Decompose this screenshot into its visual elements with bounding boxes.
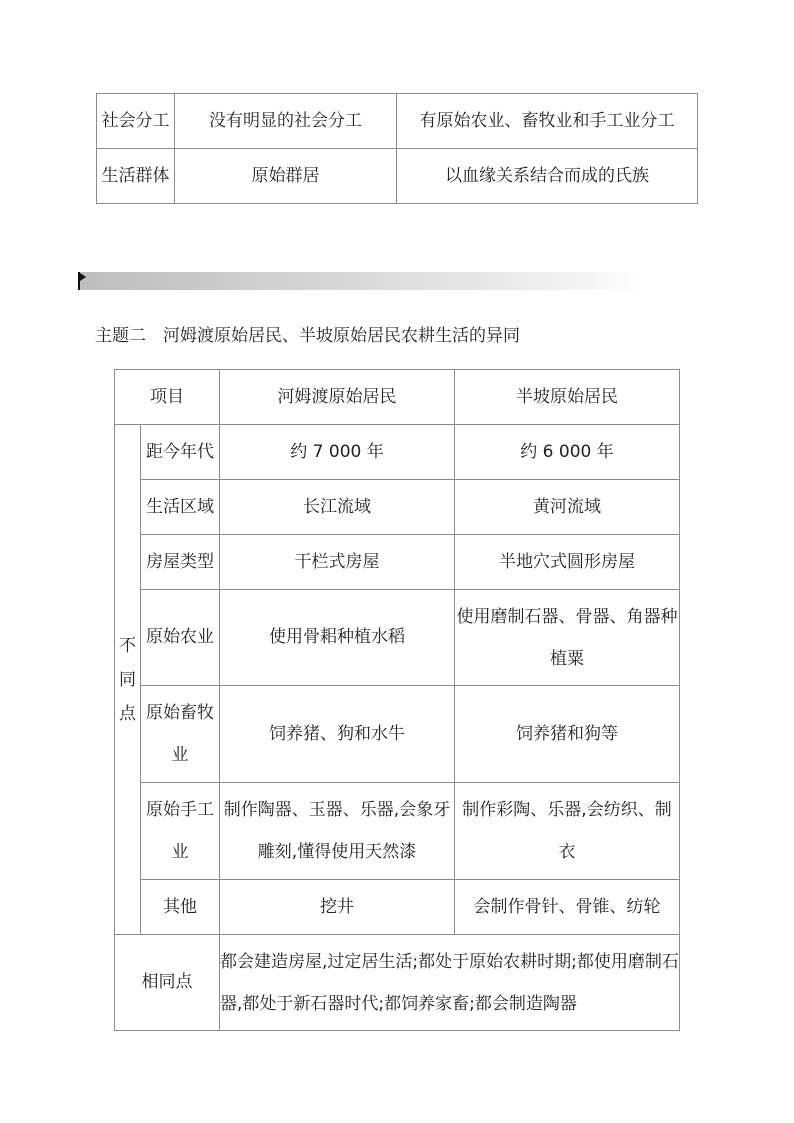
table-row — [115, 480, 680, 535]
differences-label — [115, 425, 141, 935]
hemudu-banpo-comparison-table — [114, 369, 680, 1031]
table-row — [97, 149, 698, 204]
diff-char: 不 — [119, 635, 136, 656]
table-row — [115, 425, 680, 480]
row-label: 原始手工业 — [141, 783, 220, 880]
diff-char: 同 — [119, 669, 136, 690]
row-label: 生活区域 — [141, 480, 220, 535]
diff-char: 点 — [119, 703, 136, 724]
table-cell: 制作彩陶、乐器,会纺织、制衣 — [455, 783, 680, 880]
table-cell: 干栏式房屋 — [220, 535, 455, 590]
table-cell: 挖井 — [220, 880, 455, 935]
flag-icon — [78, 272, 80, 290]
table-cell: 约 6 000 年 — [455, 425, 680, 480]
table-row — [115, 590, 680, 686]
row-label: 其他 — [141, 880, 220, 935]
table-cell: 原始群居 — [175, 149, 397, 204]
row-label: 原始畜牧业 — [141, 686, 220, 783]
table-cell: 没有明显的社会分工 — [175, 94, 397, 149]
table-cell: 长江流域 — [220, 480, 455, 535]
table-row — [115, 535, 680, 590]
table-cell: 饲养猪和狗等 — [455, 686, 680, 783]
header-hemudu: 河姆渡原始居民 — [220, 370, 455, 425]
table-cell: 约 7 000 年 — [220, 425, 455, 480]
table-row — [97, 94, 698, 149]
table-cell: 使用磨制石器、骨器、角器种植粟 — [455, 590, 680, 686]
table-cell: 饲养猪、狗和水牛 — [220, 686, 455, 783]
similarities-label: 相同点 — [115, 935, 220, 1031]
social-comparison-table — [96, 93, 698, 204]
table-cell: 以血缘关系结合而成的氏族 — [397, 149, 698, 204]
similarities-cell: 都会建造房屋,过定居生活;都处于原始农耕时期;都使用磨制石器,都处于新石器时代;都饲养家畜;都会制造陶器 — [220, 935, 680, 1031]
row-label: 房屋类型 — [141, 535, 220, 590]
row-label: 社会分工 — [97, 94, 175, 149]
header-banpo: 半坡原始居民 — [455, 370, 680, 425]
table-cell: 制作陶器、玉器、乐器,会象牙雕刻,懂得使用天然漆 — [220, 783, 455, 880]
table-row — [115, 935, 680, 1031]
row-label: 生活群体 — [97, 149, 175, 204]
row-label: 距今年代 — [141, 425, 220, 480]
table-row — [115, 783, 680, 880]
table-cell: 会制作骨针、骨锥、纺轮 — [455, 880, 680, 935]
row-label: 原始农业 — [141, 590, 220, 686]
table-header-row — [115, 370, 680, 425]
section-divider — [78, 272, 640, 290]
table-cell: 半地穴式圆形房屋 — [455, 535, 680, 590]
table-row — [115, 686, 680, 783]
section-heading: 主题二 河姆渡原始居民、半坡原始居民农耕生活的异同 — [95, 326, 520, 346]
table-row — [115, 880, 680, 935]
table-cell: 使用骨耜种植水稻 — [220, 590, 455, 686]
table-cell: 有原始农业、畜牧业和手工业分工 — [397, 94, 698, 149]
header-item: 项目 — [115, 370, 220, 425]
table-cell: 黄河流域 — [455, 480, 680, 535]
